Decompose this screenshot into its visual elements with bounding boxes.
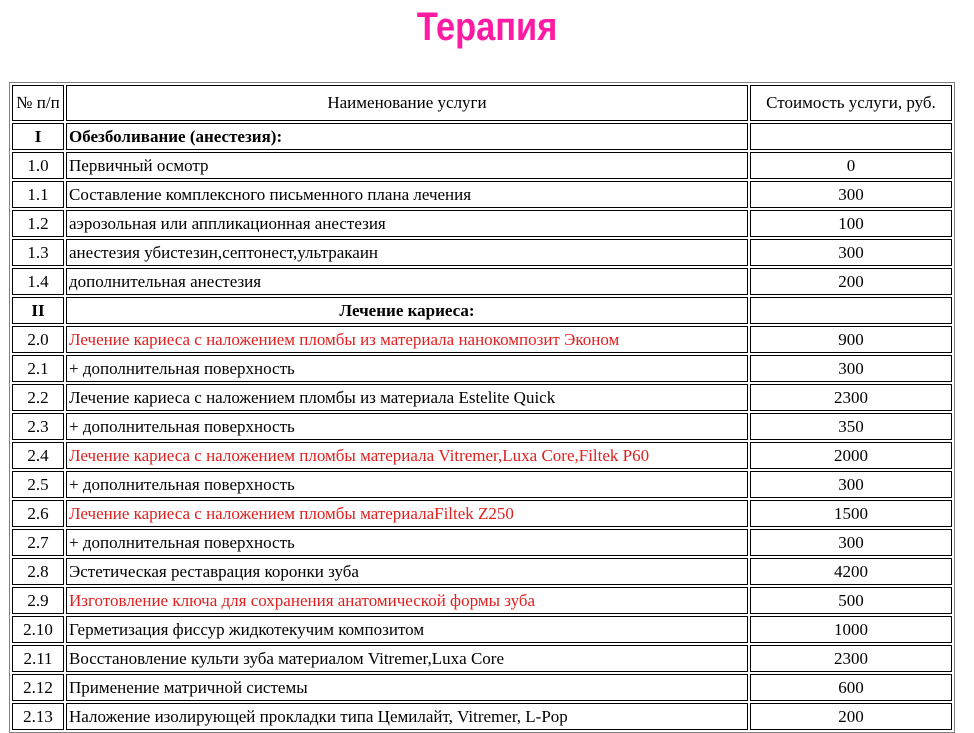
service-name: Восстановление культи зуба материалом Vitremer,Luxa Core (66, 645, 748, 672)
header-number: № п/п (12, 85, 64, 121)
table-row (12, 442, 952, 469)
service-name: анестезия убистезин,септонест,ультракаин (66, 239, 748, 266)
page-title: Терапия (416, 5, 558, 49)
service-name: Эстетическая реставрация коронки зуба (66, 558, 748, 585)
table-row (12, 152, 952, 179)
row-number: 1.4 (12, 268, 64, 295)
service-name: + дополнительная поверхность (66, 355, 748, 382)
section-row (12, 297, 952, 324)
table-row (12, 384, 952, 411)
row-number: 1.2 (12, 210, 64, 237)
row-number: II (12, 297, 64, 324)
header-service-name: Наименование услуги (66, 85, 748, 121)
service-price: 200 (750, 268, 952, 295)
table-row (12, 616, 952, 643)
row-number: 2.9 (12, 587, 64, 614)
service-name: Лечение кариеса с наложением пломбы из материала Estelite Quick (66, 384, 748, 411)
table-row (12, 703, 952, 730)
service-name: дополнительная анестезия (66, 268, 748, 295)
service-price: 300 (750, 181, 952, 208)
service-price: 900 (750, 326, 952, 353)
service-name: Первичный осмотр (66, 152, 748, 179)
row-number: 2.4 (12, 442, 64, 469)
table-row (12, 471, 952, 498)
table-row (12, 268, 952, 295)
row-number: 2.0 (12, 326, 64, 353)
service-price: 2000 (750, 442, 952, 469)
section-row (12, 123, 952, 150)
service-price: 300 (750, 471, 952, 498)
service-price: 2300 (750, 384, 952, 411)
table-row (12, 210, 952, 237)
service-name: Наложение изолирующей прокладки типа Цемилайт, Vitremer, L-Pop (66, 703, 748, 730)
service-price: 1000 (750, 616, 952, 643)
service-price: 2300 (750, 645, 952, 672)
table-header-row (12, 85, 952, 121)
row-number: 2.11 (12, 645, 64, 672)
table-row (12, 645, 952, 672)
section-title: Обезболивание (анестезия): (66, 123, 748, 150)
service-price: 300 (750, 355, 952, 382)
service-price: 1500 (750, 500, 952, 527)
row-number: 2.1 (12, 355, 64, 382)
service-name: Составление комплексного письменного плана лечения (66, 181, 748, 208)
service-price: 600 (750, 674, 952, 701)
table-row (12, 500, 952, 527)
service-price: 4200 (750, 558, 952, 585)
service-price: 200 (750, 703, 952, 730)
row-number: 2.13 (12, 703, 64, 730)
service-name: Применение матричной системы (66, 674, 748, 701)
service-name: Лечение кариеса с наложением пломбы материала Vitremer,Luxa Core,Filtek P60 (66, 442, 748, 469)
service-price (750, 297, 952, 324)
service-price: 300 (750, 239, 952, 266)
row-number: I (12, 123, 64, 150)
table-row (12, 181, 952, 208)
service-price: 500 (750, 587, 952, 614)
service-name: Герметизация фиссур жидкотекучим композитом (66, 616, 748, 643)
row-number: 1.3 (12, 239, 64, 266)
row-number: 1.1 (12, 181, 64, 208)
section-title: Лечение кариеса: (66, 297, 748, 324)
service-price: 0 (750, 152, 952, 179)
service-name: Изготовление ключа для сохранения анатомической формы зуба (66, 587, 748, 614)
service-name: + дополнительная поверхность (66, 529, 748, 556)
row-number: 2.8 (12, 558, 64, 585)
service-name: + дополнительная поверхность (66, 413, 748, 440)
row-number: 2.7 (12, 529, 64, 556)
table-row (12, 326, 952, 353)
table-row (12, 355, 952, 382)
service-price (750, 123, 952, 150)
row-number: 2.2 (12, 384, 64, 411)
row-number: 1.0 (12, 152, 64, 179)
row-number: 2.12 (12, 674, 64, 701)
price-table (9, 82, 955, 733)
table-row (12, 239, 952, 266)
table-row (12, 558, 952, 585)
header-price: Стоимость услуги, руб. (750, 85, 952, 121)
row-number: 2.10 (12, 616, 64, 643)
row-number: 2.5 (12, 471, 64, 498)
service-price: 300 (750, 529, 952, 556)
service-name: Лечение кариеса с наложением пломбы материалаFiltek Z250 (66, 500, 748, 527)
service-price: 350 (750, 413, 952, 440)
table-row (12, 674, 952, 701)
service-price: 100 (750, 210, 952, 237)
service-name: + дополнительная поверхность (66, 471, 748, 498)
row-number: 2.3 (12, 413, 64, 440)
table-row (12, 529, 952, 556)
service-name: аэрозольная или аппликационная анестезия (66, 210, 748, 237)
table-row (12, 413, 952, 440)
service-name: Лечение кариеса с наложением пломбы из материала нанокомпозит Эконом (66, 326, 748, 353)
table-row (12, 587, 952, 614)
row-number: 2.6 (12, 500, 64, 527)
